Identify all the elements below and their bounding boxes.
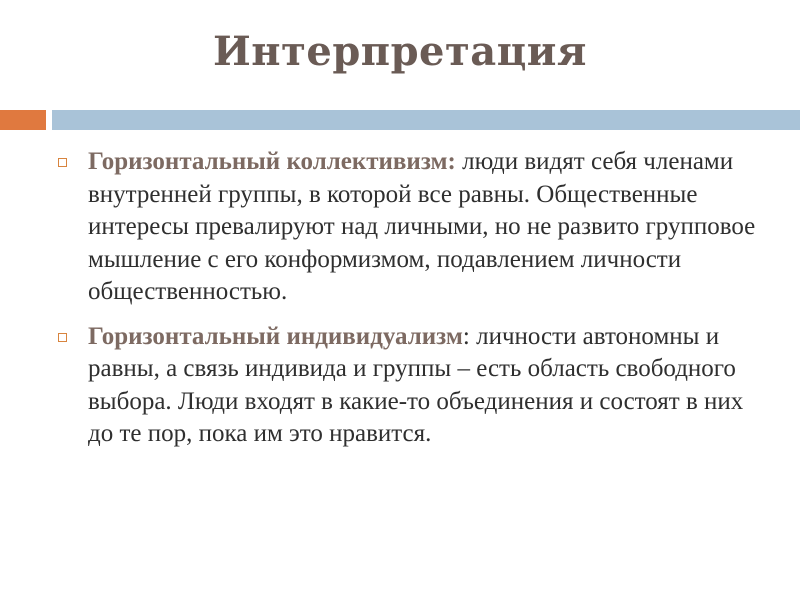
bullet-term: Горизонтальный коллективизм: (88, 148, 456, 175)
bullet-text: люди видят себя членами внутренней группы, в которой все равны. Общественные интересы превалируют над личными, но не развито групповое мышление с его конформизмом, подавлением личности общественностью. (88, 148, 756, 305)
bullet-term: Горизонтальный индивидуализм (88, 322, 463, 350)
slide-title: Интерпретация (213, 28, 587, 75)
accent-bar-left (0, 110, 46, 130)
bullet-list (58, 146, 758, 463)
accent-bar-right (52, 110, 800, 130)
square-bullet-icon (58, 158, 67, 167)
square-bullet-icon (58, 333, 67, 342)
bullet-item-individualism (58, 321, 758, 451)
bullet-text: : личности автономны и равны, а связь индивида и группы – есть область свободного выбора. Люди входят в какие-то объединения и состоят в них до те пор, пока им это нравится. (88, 322, 744, 447)
bullet-item-collectivism (58, 146, 758, 309)
